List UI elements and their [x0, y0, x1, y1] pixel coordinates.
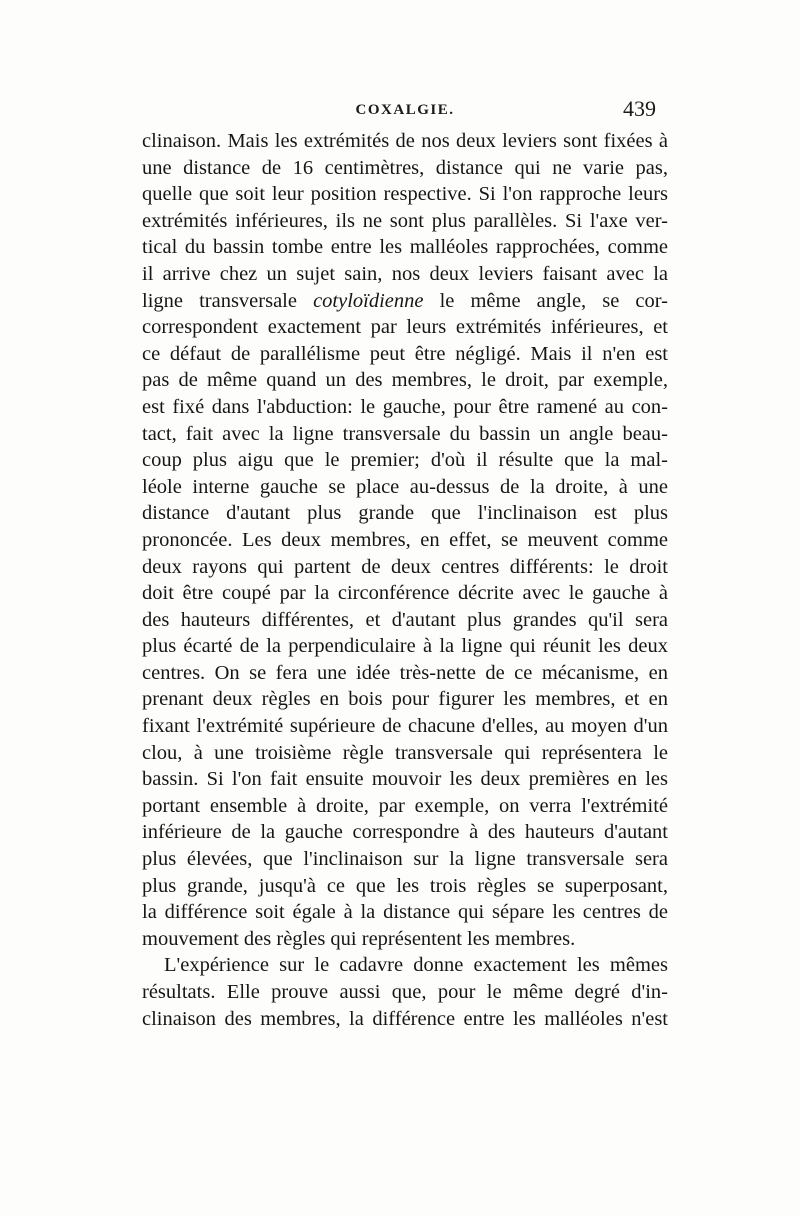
text-line: des hauteurs différentes, et d'autant plus grandes qu'il sera: [142, 608, 668, 631]
text-line: plus grande, jusqu'à ce que les trois règles se superposant,: [142, 874, 668, 897]
text-line: résultats. Elle prouve aussi que, pour le même degré d'in-: [142, 981, 668, 1003]
text-line: ce défaut de parallélisme peut être négligé. Mais il n'en est: [142, 342, 668, 365]
text-line: est fixé dans l'abduction: le gauche, pour être ramené au con-: [142, 395, 668, 418]
text-line: la différence soit égale à la distance qui sépare les centres de: [142, 901, 668, 924]
paragraph-end-line: mouvement des règles qui représentent les membres.: [142, 927, 576, 950]
text-line: inférieure de la gauche correspondre à des hauteurs d'autant: [142, 821, 668, 844]
text-line: plus écarté de la perpendiculaire à la ligne qui réunit les deux: [142, 635, 668, 658]
text-line: léole interne gauche se place au-dessus de la droite, à une: [142, 475, 668, 498]
text-line: clou, à une troisième règle transversale qui représentera le: [142, 741, 668, 764]
text-line: une distance de 16 centimètres, distance qui ne varie pas,: [142, 156, 668, 179]
text-line: tact, fait avec la ligne transversale du bassin un angle beau-: [142, 422, 668, 445]
text-line: prononcée. Les deux membres, en effet, se meuvent comme: [142, 528, 668, 551]
text-line: bassin. Si l'on fait ensuite mouvoir les deux premières en les: [142, 768, 668, 791]
text-line: prenant deux règles en bois pour figurer les membres, et en: [142, 688, 668, 711]
text-line: extrémités inférieures, ils ne sont plus parallèles. Si l'axe ver-: [142, 209, 668, 232]
text-line: correspondent exactement par leurs extrémités inférieures, et: [142, 316, 668, 339]
text-line: plus élevées, que l'inclinaison sur la ligne transversale sera: [142, 848, 668, 871]
text-line: tical du bassin tombe entre les malléoles rapprochées, comme: [142, 236, 668, 259]
text-line: il arrive chez un sujet sain, nos deux leviers faisant avec la: [142, 262, 668, 285]
text-segment: ligne transversale: [142, 289, 297, 312]
text-line: deux rayons qui partent de deux centres différents: le droit: [142, 555, 668, 578]
text-line: doit être coupé par la circonférence décrite avec le gauche à: [142, 582, 668, 605]
paragraph-start-line: L'expérience sur le cadavre donne exactement les mêmes: [164, 954, 668, 977]
text-line: clinaison des membres, la différence entre les malléoles n'est: [142, 1007, 668, 1030]
text-line: clinaison. Mais les extrémités de nos deux leviers sont fixées à: [142, 130, 668, 152]
text-line: pas de même quand un des membres, le droit, par exemple,: [142, 369, 668, 392]
text-line: portant ensemble à droite, par exemple, on verra l'extrémité: [142, 794, 668, 817]
body-text: [142, 128, 668, 1032]
text-segment: le même angle, se cor-: [423, 289, 669, 312]
italic-term: cotyloïdienne: [313, 289, 424, 312]
text-line-with-italic: [142, 288, 668, 315]
text-line: distance d'autant plus grande que l'inclinaison est plus: [142, 502, 668, 525]
page-number: 439: [623, 96, 656, 121]
running-head: [142, 96, 668, 126]
running-title: COXALGIE.: [355, 102, 455, 118]
text-line: centres. On se fera une idée très-nette de ce mécanisme, en: [142, 661, 668, 684]
text-line: quelle que soit leur position respective. Si l'on rapproche leurs: [142, 183, 668, 206]
text-line: fixant l'extrémité supérieure de chacune d'elles, au moyen d'un: [142, 715, 668, 738]
text-line: coup plus aigu que le premier; d'où il résulte que la mal-: [142, 449, 668, 472]
